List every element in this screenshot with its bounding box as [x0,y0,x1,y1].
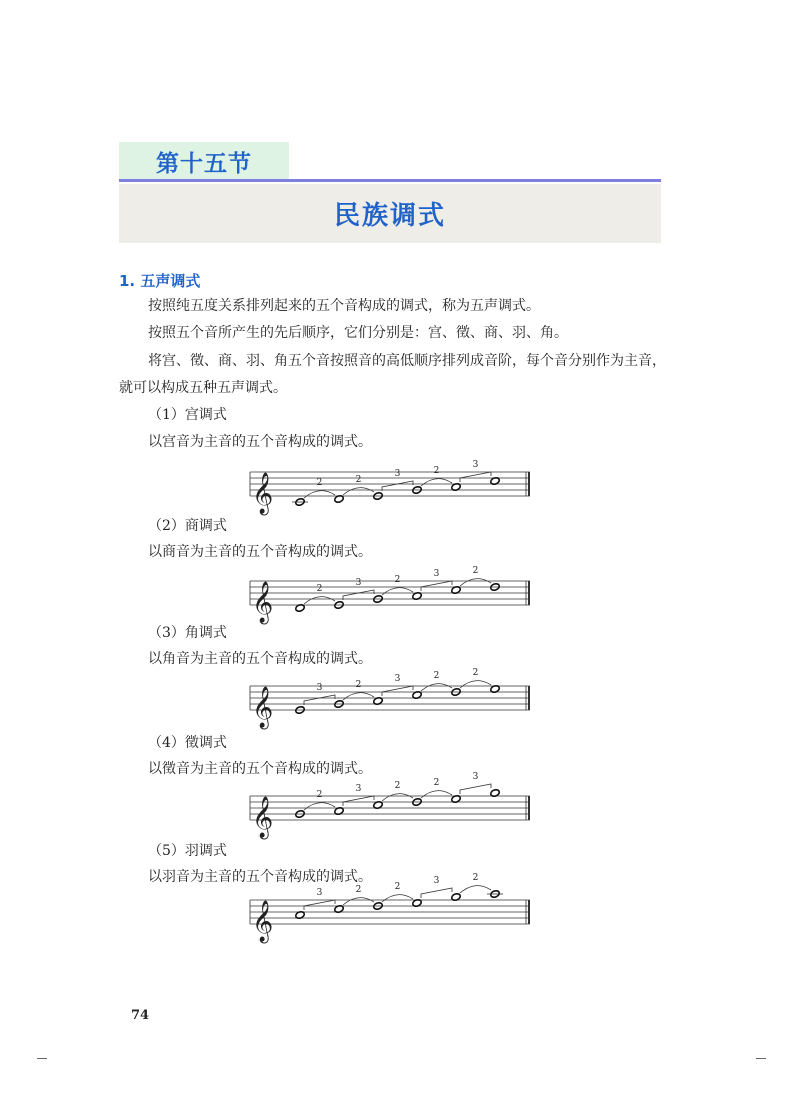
mode-1-staff [245,458,535,514]
interval-label: 3 [355,578,362,588]
interval-bracket [382,481,413,491]
mode-5-description: 以羽音为主音的五个音构成的调式。 [148,869,372,885]
mode-1-label: （1）宫调式 [148,407,227,423]
interval-label: 2 [316,790,323,800]
interval-label: 2 [472,566,479,576]
mode-2-description: 以商音为主音的五个音构成的调式。 [148,544,372,560]
paragraph-1: 按照纯五度关系排列起来的五个音构成的调式，称为五声调式。 [148,298,540,314]
mode-1-description: 以宫音为主音的五个音构成的调式。 [148,434,372,450]
crop-mark-right [756,1058,766,1059]
mode-5-staff [245,873,535,942]
section-label: 第十五节 [156,150,252,177]
treble-clef-icon: 𝄞 [252,901,274,942]
interval-label: 2 [472,873,479,883]
interval-bracket [343,796,374,806]
section-tab [119,142,289,180]
interval-bracket [421,581,452,591]
interval-bracket [460,472,491,482]
subsection-heading: 1. 五声调式 [119,272,201,290]
interval-label: 3 [355,784,362,794]
mode-2-staff [245,566,535,623]
interval-bracket [460,784,491,794]
interval-label: 2 [433,466,440,476]
interval-label: 2 [316,478,323,488]
interval-label: 2 [394,882,401,892]
interval-slur [460,886,491,893]
paragraph-3-continued: 就可以构成五种五声调式。 [119,380,287,396]
interval-label: 2 [472,668,479,678]
mode-4-label: （4）徵调式 [148,735,227,751]
interval-label: 2 [355,680,362,690]
interval-slur [421,684,452,691]
interval-label: 3 [433,876,440,886]
mode-4-staff [245,772,535,838]
mode-3-staff [245,668,535,728]
interval-slur [382,895,413,902]
interval-label: 3 [472,460,479,470]
mode-4-description: 以徵音为主音的五个音构成的调式。 [148,761,372,777]
treble-clef-icon: 𝄞 [252,473,274,514]
interval-slur [304,803,335,810]
interval-bracket [304,900,335,910]
interval-label: 2 [355,885,362,895]
interval-bracket [343,590,374,600]
interval-label: 2 [433,778,440,788]
treble-clef-icon: 𝄞 [252,582,274,623]
interval-label: 3 [316,888,323,898]
mode-2-label: （2）商调式 [148,518,227,534]
interval-bracket [304,695,335,705]
interval-label: 3 [394,469,401,479]
interval-label: 3 [472,772,479,782]
mode-5-label: （5）羽调式 [148,843,227,859]
interval-slur [421,791,452,798]
crop-mark-left [37,1058,47,1059]
page-title: 民族调式 [333,201,446,231]
interval-bracket [421,888,452,898]
interval-slur [382,588,413,595]
interval-slur [343,898,374,905]
mode-3-description: 以角音为主音的五个音构成的调式。 [148,651,372,667]
page-number: 74 [131,1008,150,1023]
interval-slur [343,693,374,700]
interval-slur [421,479,452,486]
interval-label: 2 [316,584,323,594]
interval-label: 3 [316,683,323,693]
interval-slur [460,681,491,688]
interval-slur [343,488,374,495]
treble-clef-icon: 𝄞 [252,687,274,728]
interval-label: 3 [394,674,401,684]
paragraph-3: 将宫、徵、商、羽、角五个音按照音的高低顺序排列成音阶，每个音分别作为主音， [148,353,666,369]
treble-clef-icon: 𝄞 [252,797,274,838]
interval-bracket [382,686,413,696]
mode-3-label: （3）角调式 [148,625,227,641]
title-rule [119,179,661,182]
interval-label: 2 [394,781,401,791]
interval-label: 3 [433,569,440,579]
paragraph-2: 按照五个音所产生的先后顺序，它们分别是：宫、徵、商、羽、角。 [148,325,568,341]
interval-slur [460,579,491,586]
interval-label: 2 [355,475,362,485]
title-banner [119,184,661,243]
interval-slur [304,597,335,604]
interval-slur [304,491,335,498]
interval-label: 2 [433,671,440,681]
interval-label: 2 [394,575,401,585]
interval-slur [382,794,413,801]
